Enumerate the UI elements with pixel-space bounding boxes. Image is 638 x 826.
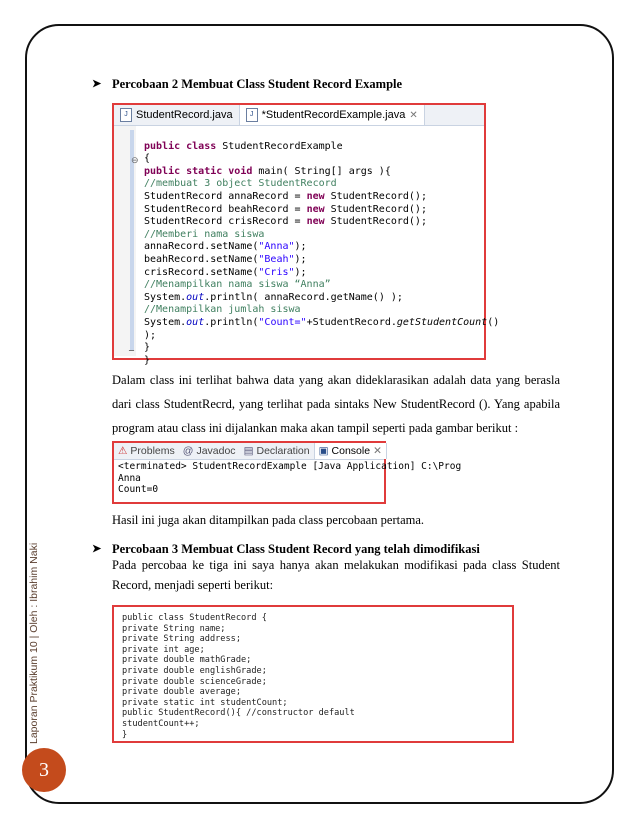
tab-declaration[interactable]: [240, 443, 314, 459]
code-listing: [114, 607, 512, 746]
section-heading-1-text: Percobaan 2 Membuat Class Student Record Example: [112, 77, 403, 91]
body-paragraph-3: Pada percobaa ke tiga ini saya hanya akan melakukan modifikasi pada class Student Record, menjadi seperti berikut:: [112, 558, 560, 592]
tab-label: Declaration: [256, 445, 310, 457]
editor-tab-label: *StudentRecordExample.java: [261, 109, 406, 121]
page-number-badge: 3: [22, 748, 66, 792]
code-line: private String address;: [122, 634, 241, 645]
code-line: public StudentRecord(){ //constructor default: [122, 708, 355, 719]
editor-code: [144, 128, 499, 367]
code-line: //membuat 3 object StudentRecord: [144, 178, 337, 190]
console-output-line: Count=0: [118, 484, 159, 495]
code-line: }: [144, 342, 151, 354]
code-line: crisRecord.setName("Cris");: [144, 266, 307, 278]
code-line: {: [144, 153, 151, 165]
section-heading-1: [92, 77, 402, 92]
code-line: }: [144, 354, 151, 366]
code-line: private int age;: [122, 644, 205, 655]
code-line: studentCount++;: [122, 718, 200, 729]
editor-tab-studentrecordexample[interactable]: [239, 105, 425, 125]
console-icon: ▣: [318, 445, 329, 457]
tab-label: Javadoc: [196, 445, 236, 457]
section-heading-2-text: Percobaan 3 Membuat Class Student Record yang telah dimodifikasi: [112, 542, 480, 556]
code-line: //Menampilkan nama siswa “Anna”: [144, 279, 331, 291]
console-output-line: Anna: [118, 472, 141, 484]
tab-javadoc[interactable]: [179, 443, 240, 459]
code-line: private double mathGrade;: [122, 655, 252, 666]
code-line: StudentRecord annaRecord = new StudentRecord();: [144, 190, 427, 202]
code-line: );: [144, 329, 157, 341]
code-line: private static int studentCount;: [122, 697, 288, 708]
problems-icon: ⚠: [118, 445, 128, 457]
code-line: System.out.println("Count="+StudentRecord.getStudentCount(): [144, 316, 500, 328]
arrow-bullet-icon: ➤: [92, 543, 102, 555]
code-line: public class StudentRecord {: [122, 613, 267, 623]
tab-label: Console: [331, 445, 371, 457]
console-output: [114, 460, 462, 497]
body-paragraph-2: Hasil ini juga akan ditampilkan pada class percobaan pertama.: [112, 513, 425, 527]
code-line: private double average;: [122, 687, 241, 698]
code-line: private double scienceGrade;: [122, 676, 267, 687]
code-line: private double englishGrade;: [122, 665, 267, 676]
editor-tab-studentrecord[interactable]: [114, 105, 239, 125]
code-line: StudentRecord crisRecord = new StudentRecord();: [144, 216, 427, 228]
arrow-bullet-icon: ➤: [92, 78, 102, 90]
fold-toggle-icon[interactable]: ⊖: [131, 155, 139, 165]
close-icon[interactable]: ✕: [409, 109, 418, 121]
tab-problems[interactable]: [114, 443, 179, 459]
sidebar-footer-text: Laporan Praktikum 10 | Oleh : Ibrahim Naki: [28, 542, 40, 744]
declaration-icon: ▤: [243, 445, 254, 457]
code-editor-screenshot: [112, 103, 500, 366]
body-paragraph-1: Dalam class ini terlihat bahwa data yang akan dideklarasikan adalah data yang berasla dari class StudentRecrd, yang terlihat pada sintaks New StudentRecord (). Yang apabila program atau class ini dijalankan maka akan tampil seperti pada gambar berikut :: [112, 373, 560, 435]
code-listing-box: [112, 605, 514, 743]
code-line: public class StudentRecordExample: [144, 140, 343, 152]
code-line: beahRecord.setName("Beah");: [144, 253, 307, 265]
editor-marker: _: [129, 341, 134, 352]
tab-console[interactable]: [314, 443, 387, 459]
close-icon[interactable]: ✕: [373, 445, 382, 457]
code-line: annaRecord.setName("Anna");: [144, 241, 307, 253]
tab-label: Problems: [130, 445, 175, 457]
editor-tab-bar: [114, 105, 484, 126]
code-line: private String name;: [122, 623, 226, 634]
at-icon: @: [182, 445, 194, 457]
code-line: System.out.println( annaRecord.getName() );: [144, 291, 403, 303]
code-line: }: [122, 729, 128, 740]
code-line: StudentRecord beahRecord = new StudentRecord();: [144, 203, 427, 215]
code-line: public static void main( String[] args ){: [144, 165, 391, 177]
console-terminated-line: <terminated> StudentRecordExample [Java Application] C:\Prog: [118, 461, 462, 472]
java-file-icon: J: [120, 108, 132, 122]
console-tab-bar: [114, 443, 384, 460]
console-screenshot: [112, 441, 462, 504]
code-line: //Memberi nama siswa: [144, 228, 265, 240]
editor-tab-label: StudentRecord.java: [136, 109, 233, 121]
java-file-icon: J: [246, 108, 258, 122]
code-line: //Menampilkan jumlah siswa: [144, 304, 301, 316]
